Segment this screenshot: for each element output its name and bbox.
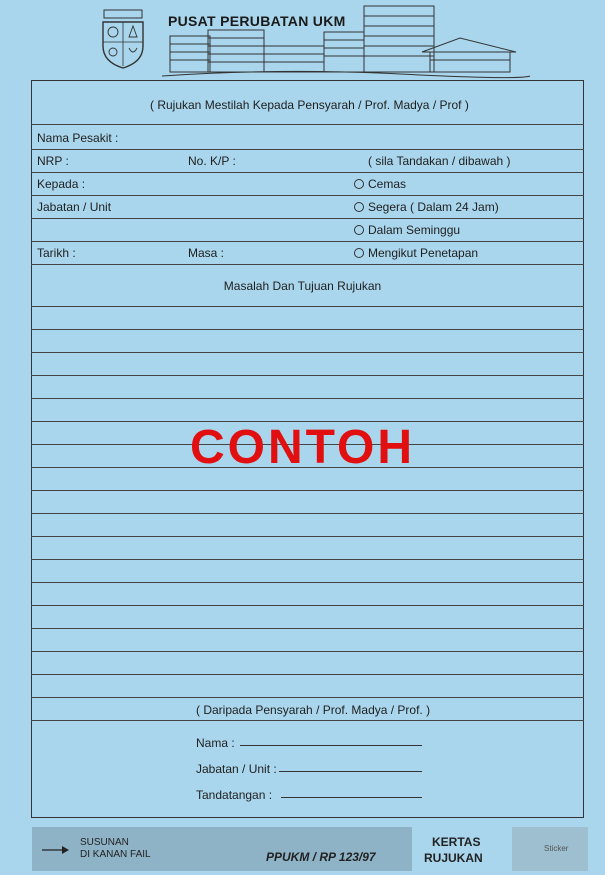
radio-circle-icon — [354, 248, 364, 258]
section-title: Masalah Dan Tujuan Rujukan — [223, 279, 382, 293]
arrangement-line2: DI KANAN FAIL — [80, 849, 151, 860]
writing-line — [31, 375, 584, 376]
writing-line — [31, 536, 584, 537]
tick-below-note: ( sila Tandakan / dibawah ) — [368, 154, 511, 168]
patient-name-label: Nama Pesakit : — [37, 131, 119, 145]
writing-line — [31, 697, 584, 698]
form-divider — [31, 241, 584, 242]
urgency-option-seminggu[interactable]: Dalam Seminggu — [354, 223, 460, 237]
form-divider — [31, 124, 584, 125]
form-code: PPUKM / RP 123/97 — [266, 850, 376, 864]
sticker-label: Sticker — [544, 844, 569, 853]
footer — [32, 827, 588, 871]
form-divider — [31, 172, 584, 173]
signature-department-line[interactable] — [279, 771, 422, 772]
writing-line — [31, 605, 584, 606]
radio-circle-icon — [354, 179, 364, 189]
form-divider — [31, 218, 584, 219]
writing-line — [31, 490, 584, 491]
form-divider — [31, 195, 584, 196]
writing-line — [31, 674, 584, 675]
time-label: Masa : — [188, 246, 225, 260]
writing-line — [31, 720, 584, 721]
signature-name-label: Nama : — [196, 736, 235, 750]
watermark-stamp: CONTOH — [189, 421, 416, 474]
writing-line — [31, 582, 584, 583]
referral-instruction: ( Rujukan Mestilah Kepada Pensyarah / Prof. Madya / Prof ) — [150, 98, 469, 112]
signature-name-line[interactable] — [240, 745, 422, 746]
radio-circle-icon — [354, 202, 364, 212]
writing-line — [31, 559, 584, 560]
writing-line — [31, 306, 584, 307]
to-label: Kepada : — [37, 177, 86, 191]
signature-label: Tandatangan : — [196, 788, 273, 802]
hospital-name: PUSAT PERUBATAN UKM — [168, 13, 346, 29]
writing-line — [31, 513, 584, 514]
ic-number-label: No. K/P : — [188, 154, 236, 168]
signature-line[interactable] — [281, 797, 422, 798]
urgency-option-segera[interactable]: Segera ( Dalam 24 Jam) — [354, 200, 499, 214]
form-divider — [31, 149, 584, 150]
arrangement-line1: SUSUNAN — [80, 837, 129, 848]
form-divider — [31, 264, 584, 265]
date-label: Tarikh : — [37, 246, 76, 260]
paper-type-line1: KERTAS — [432, 835, 481, 849]
urgency-option-penetapan[interactable]: Mengikut Penetapan — [354, 246, 478, 260]
signature-department-label: Jabatan / Unit : — [196, 762, 277, 776]
writing-line — [31, 352, 584, 353]
writing-line — [31, 398, 584, 399]
hospital-building-illustration — [160, 2, 532, 80]
paper-type-line2: RUJUKAN — [424, 851, 483, 865]
ukm-crest-logo — [98, 8, 148, 70]
department-label: Jabatan / Unit — [37, 200, 112, 214]
arrow-right-icon — [42, 845, 70, 855]
radio-circle-icon — [354, 225, 364, 235]
from-lecturer-label: ( Daripada Pensyarah / Prof. Madya / Prof. ) — [196, 703, 431, 717]
writing-line — [31, 628, 584, 629]
nrp-label: NRP : — [37, 154, 69, 168]
writing-line — [31, 651, 584, 652]
writing-line — [31, 329, 584, 330]
urgency-option-cemas[interactable]: Cemas — [354, 177, 406, 191]
